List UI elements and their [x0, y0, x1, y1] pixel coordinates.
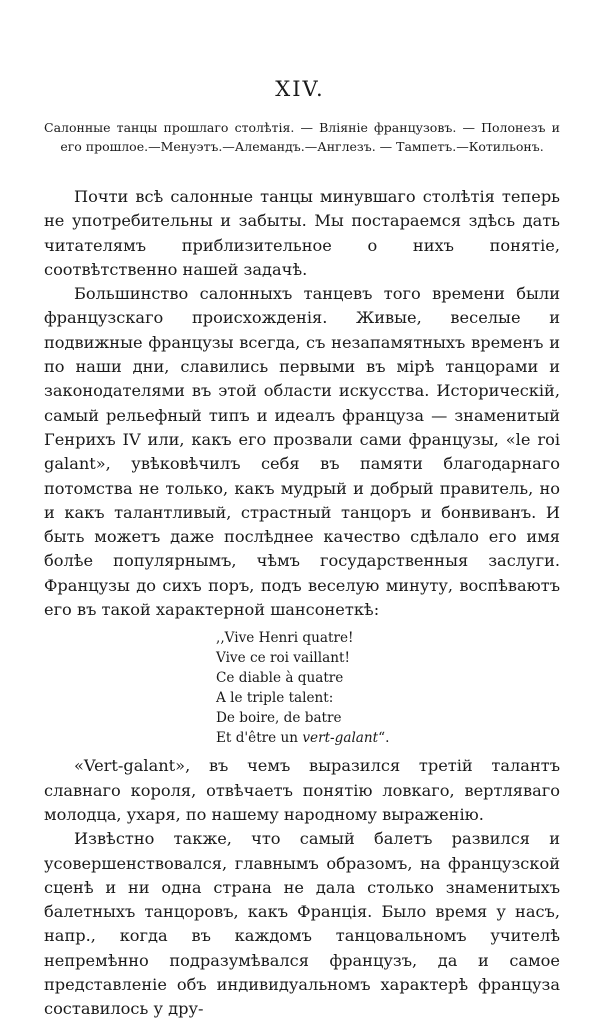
verse-text: “. — [378, 730, 390, 747]
paragraph: Извѣстно также, что самый балетъ развился и усовершенствовался, главнымъ образомъ, на французской сценѣ и ни одна страна не дала столько знаменитыхъ балетныхъ танцоровъ, какъ Франція. Было время у насъ, напр., когда въ каждомъ танцовальномъ учителѣ непремѣнно подразумѣвался французъ, да и самое представленіе объ индивидуальномъ характерѣ француза составилось у дру- — [44, 829, 560, 1019]
verse-block — [216, 628, 560, 748]
verse-line-last — [216, 728, 560, 748]
verse-line: Ce diable à quatre — [216, 670, 344, 687]
verse-text: Et d'être un — [216, 730, 303, 747]
verse-line: De boire, de batre — [216, 710, 342, 727]
paragraph: «Vert-galant», въ чемъ выразился третій талантъ славнаго короля, отвѣчаетъ понятію ловкаго, вертляваго молодца, ухаря, по нашему народному выраженію. — [44, 756, 560, 824]
chapter-number: XIV. — [275, 77, 325, 101]
verse-italic-text: vert-galant — [302, 730, 379, 747]
verse-line: Vive ce roi vaillant! — [216, 650, 350, 667]
chapter-summary: Салонные танцы прошлаго столѣтія. — Вліяніе французовъ. — Полонезъ и его прошлое.—Менуэтъ.—Алемандъ.—Англезъ. — Тампетъ.—Котильонъ. — [44, 120, 560, 154]
body-text — [44, 185, 560, 1022]
paragraph: Большинство салонныхъ танцевъ того времени были французскаго происхожденія. Живые, веселые и подвижные французы всегда, съ незапамятныхъ временъ и по наши дни, славились первыми въ мірѣ танцорами и законодателями въ этой области искусства. Историческій, самый рельефный типъ и идеалъ француза — знаменитый Генрихъ IV или, какъ его прозвали сами французы, «le roi galant», увѣковѣчилъ себя въ памяти благодарнаго потомства не только, какъ мудрый и добрый правитель, но и какъ талантливый, страстный танцоръ и бонвиванъ. И быть можетъ даже послѣднее качество сдѣлало его имя болѣе популярнымъ, чѣмъ государственныя заслуги. Французы до сихъ поръ, подъ веселую минуту, воспѣваютъ его въ такой характерной шансонеткѣ: — [44, 284, 560, 620]
paragraph: Почти всѣ салонные танцы минувшаго столѣтія теперь не употребительны и забыты. Мы постараемся здѣсь дать читателямъ приблизительное о нихъ понятіе, соотвѣтственно нашей задачѣ. — [44, 187, 560, 279]
verse-line: ,,Vive Henri quatre! — [216, 630, 354, 647]
verse-line: A le triple talent: — [216, 690, 334, 707]
